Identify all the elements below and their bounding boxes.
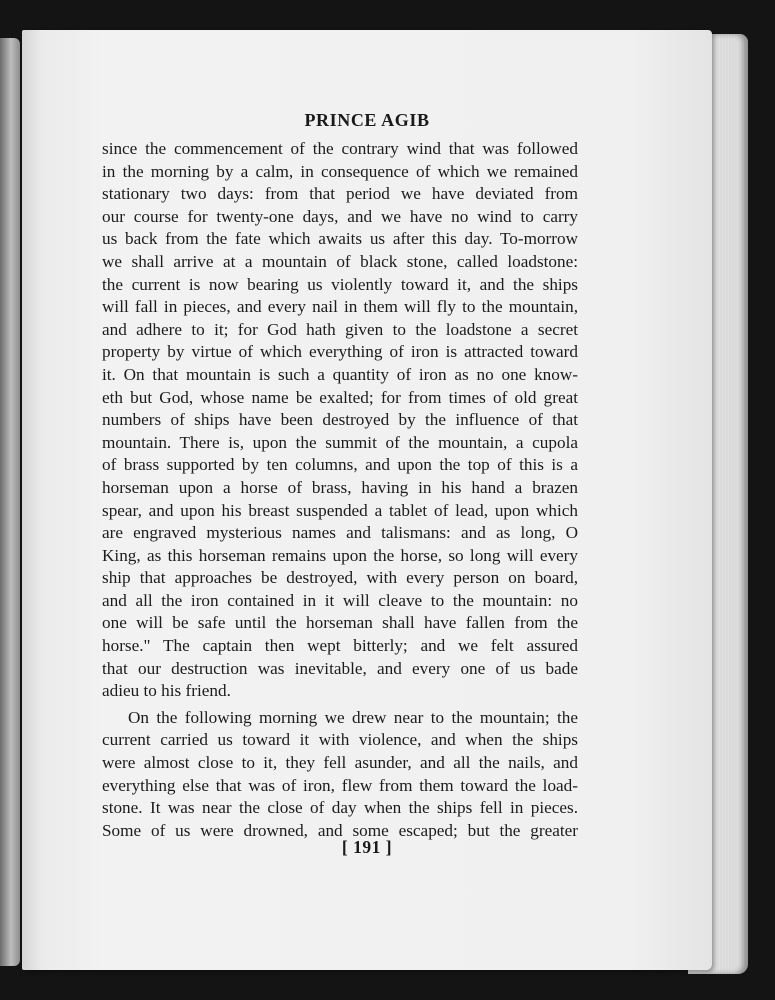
text-line: current carried us toward it with violence, and when the ships	[102, 730, 578, 750]
text-line: and adhere to it; for God hath given to the loadstone a secret	[102, 319, 578, 339]
text-line: everything else that was of iron, flew from them toward the load-	[102, 775, 578, 795]
text-line: that our destruction was inevitable, and every one of us bade	[102, 658, 578, 678]
text-line: eth but God, whose name be exalted; for from times of old great	[102, 387, 578, 407]
text-line: the current is now bearing us violently toward it, and the ships	[102, 274, 578, 294]
facing-page-edge	[0, 38, 20, 966]
text-line: and all the iron contained in it will cleave to the mountain: no	[102, 590, 578, 610]
text-line: one will be safe until the horseman shall have fallen from the	[102, 613, 578, 633]
paragraph	[102, 707, 578, 843]
text-line: stationary two days: from that period we have deviated from	[102, 184, 578, 204]
text-line: On the following morning we drew near to the mountain; the	[128, 707, 578, 727]
running-head: PRINCE AGIB	[304, 110, 430, 130]
text-line: since the commencement of the contrary wind that was followed	[102, 139, 578, 158]
text-line: stone. It was near the close of day when the ships fell in pieces.	[102, 798, 578, 818]
text-line: spear, and upon his breast suspended a tablet of lead, upon which	[102, 500, 578, 520]
text-line: King, as this horseman remains upon the horse, so long will every	[102, 545, 578, 565]
text-line: will fall in pieces, and every nail in them will fly to the mountain,	[102, 297, 578, 317]
page-number: [ 191 ]	[341, 837, 393, 857]
text-line: us back from the fate which awaits us after this day. To-morrow	[102, 229, 578, 249]
text-line: were almost close to it, they fell asunder, and all the nails, and	[102, 753, 578, 773]
text-line: horse." The captain then wept bitterly; and we felt assured	[102, 636, 578, 656]
text-line: mountain. There is, upon the summit of the mountain, a cupola	[102, 432, 578, 452]
text-line: we shall arrive at a mountain of black stone, called loadstone:	[102, 251, 578, 271]
paragraph	[102, 138, 578, 703]
text-line: our course for twenty-one days, and we have no wind to carry	[102, 206, 578, 226]
text-line: it. On that mountain is such a quantity of iron as no one know-	[102, 364, 578, 384]
text-line: ship that approaches be destroyed, with every person on board,	[102, 568, 578, 588]
text-line: Some of us were drowned, and some escaped; but the greater	[102, 820, 578, 840]
body-text	[102, 138, 578, 842]
text-line: property by virtue of which everything of iron is attracted toward	[102, 342, 578, 362]
text-line: numbers of ships have been destroyed by the influence of that	[102, 410, 578, 430]
text-line: horseman upon a horse of brass, having in his hand a brazen	[102, 477, 578, 497]
book-page	[22, 30, 712, 970]
text-line: are engraved mysterious names and talismans: and as long, O	[102, 523, 578, 543]
text-line: in the morning by a calm, in consequence of which we remained	[102, 161, 578, 181]
text-line: of brass supported by ten columns, and upon the top of this is a	[102, 455, 578, 475]
text-line: adieu to his friend.	[102, 681, 231, 701]
